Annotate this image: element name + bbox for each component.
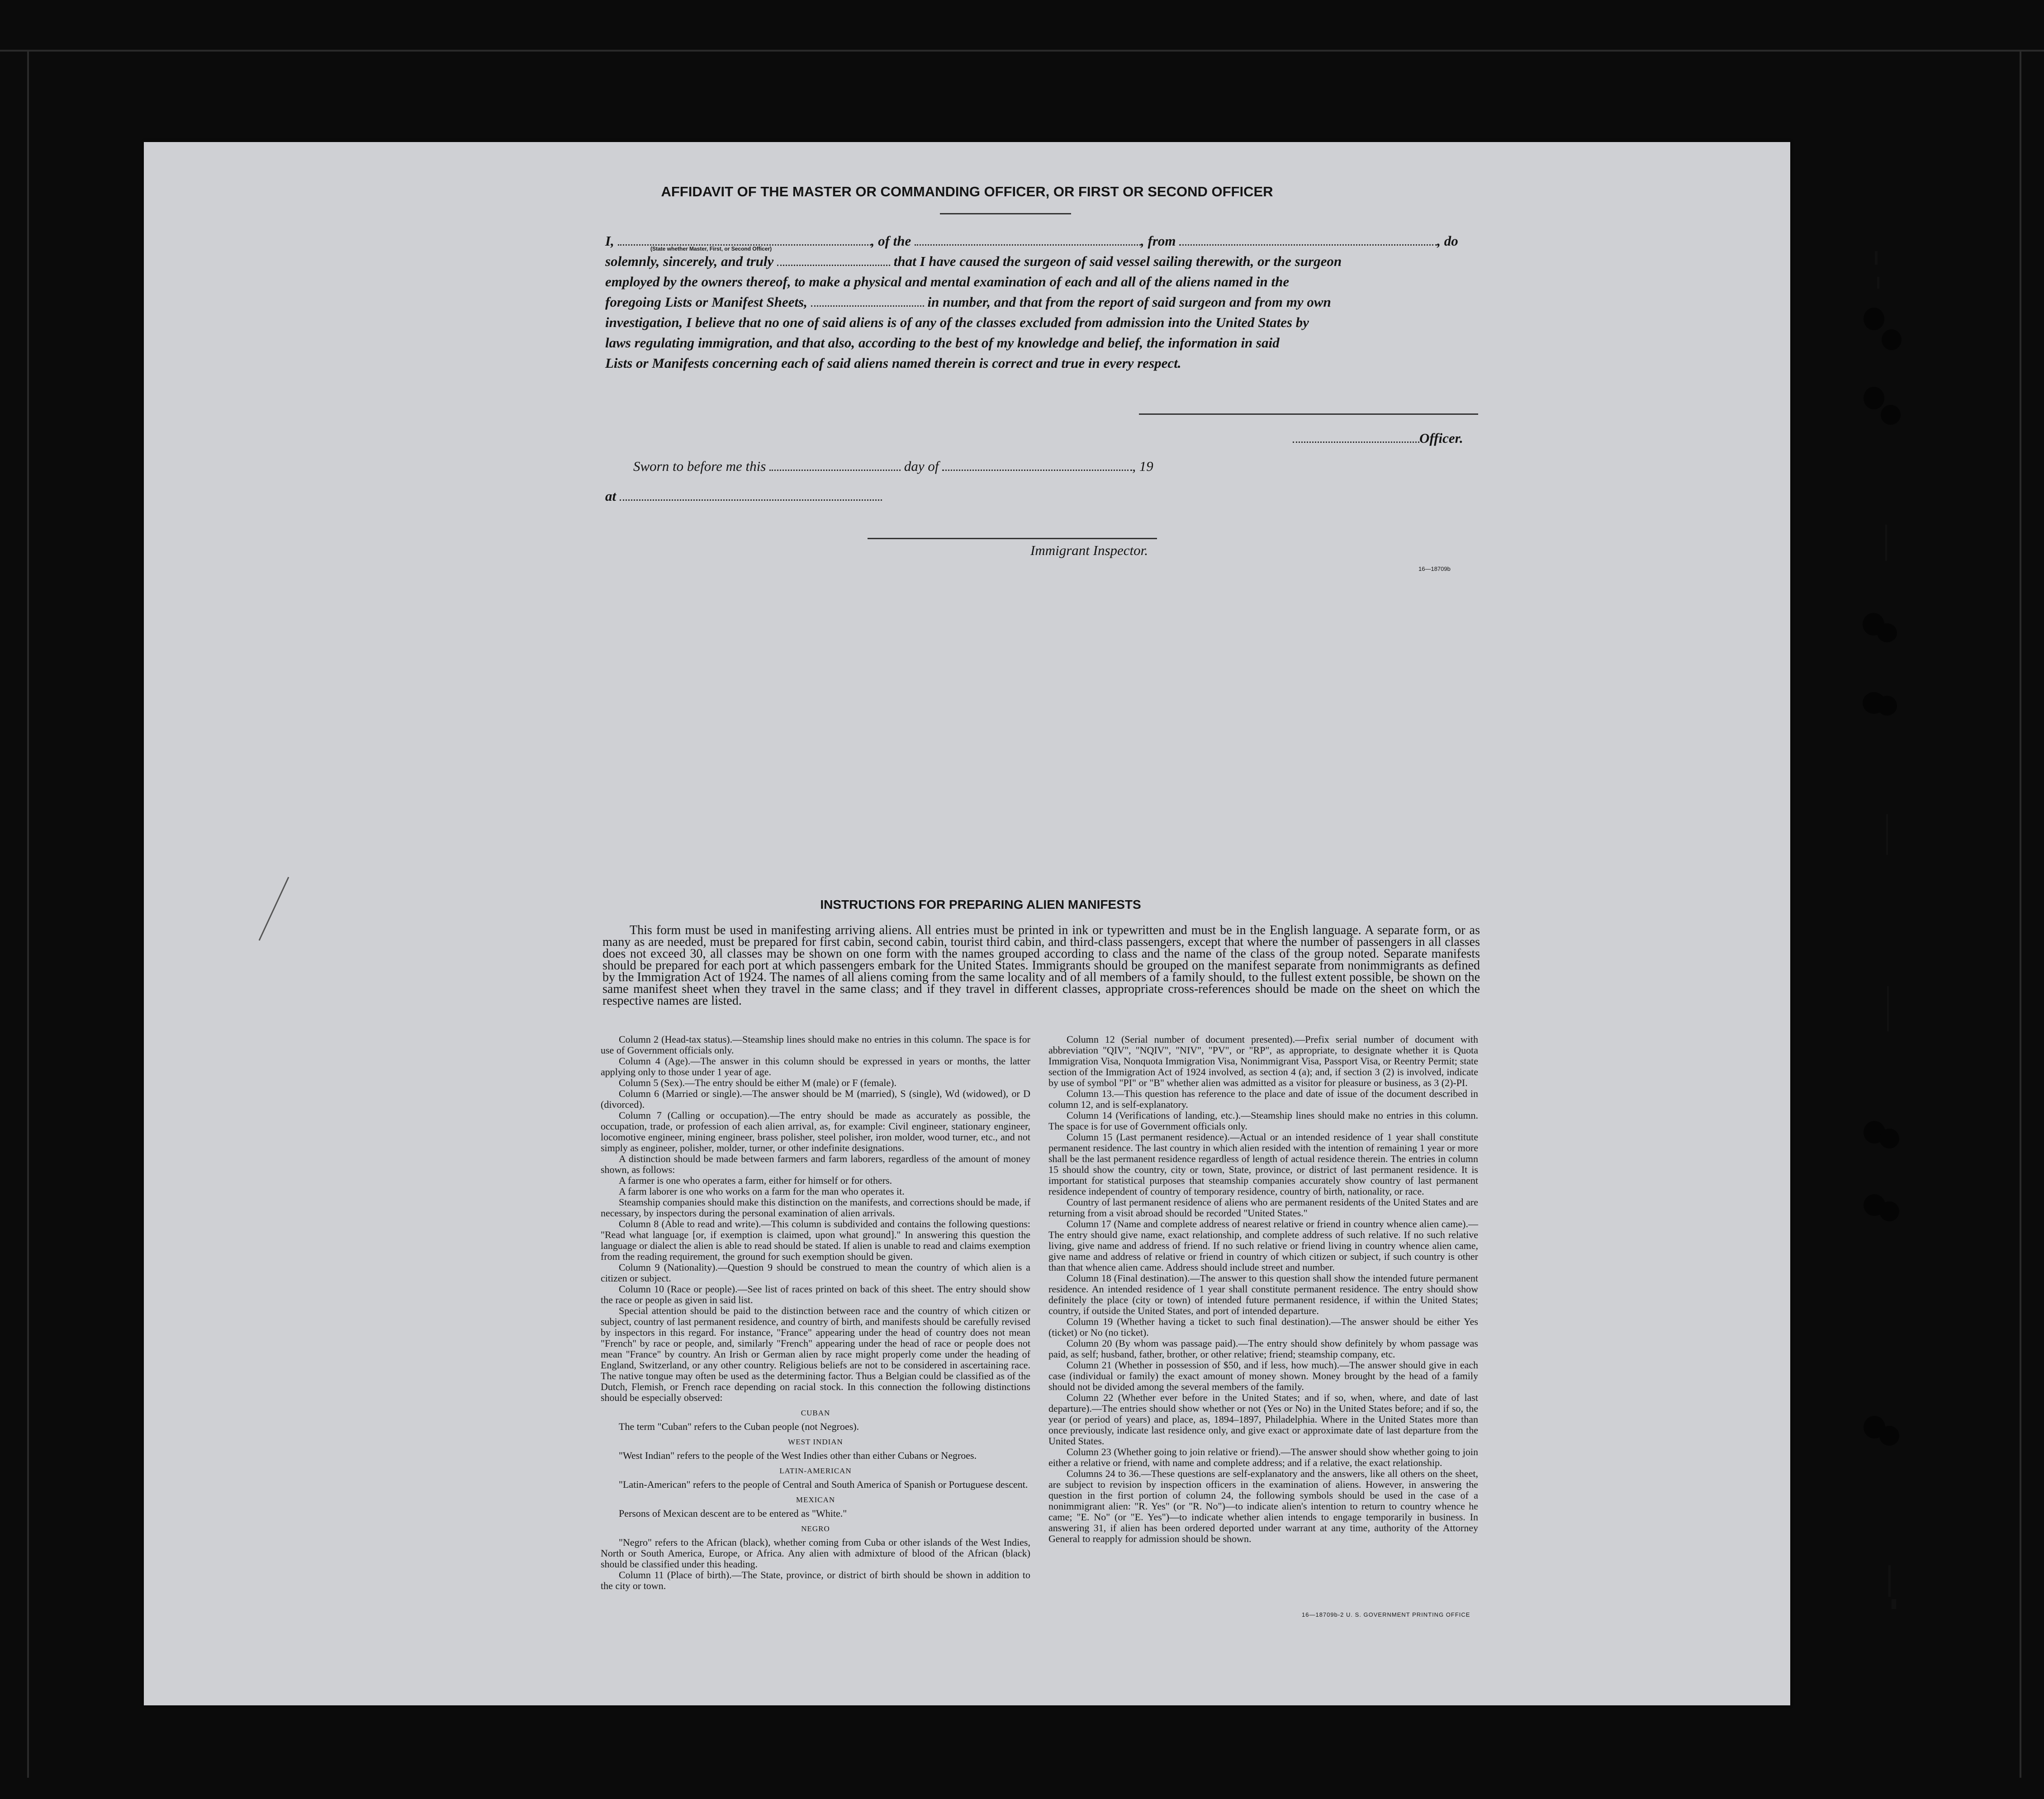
- west-indian-heading: WEST INDIAN: [788, 1438, 843, 1446]
- margin-mark: [1885, 525, 1887, 561]
- affidavit-body: [605, 231, 1618, 373]
- instructions-title: INSTRUCTIONS FOR PREPARING ALIEN MANIFESTS: [820, 897, 1141, 911]
- left-para: A farm laborer is one who works on a farm for the man who operates it.: [619, 1186, 905, 1197]
- sworn-day-field[interactable]: [769, 456, 901, 471]
- affidavit-line-2: solemnly, sincerely, and truly that I have caused the surgeon of said vessel sailing therewith, or the surgeon: [605, 251, 1618, 271]
- instructions-left-column: [601, 1034, 1030, 1591]
- negro-heading: NEGRO: [801, 1524, 830, 1533]
- mexican-text: Persons of Mexican descent are to be entered as "White.": [619, 1508, 847, 1519]
- right-para: Column 21 (Whether in possession of $50, and if less, how much).—The answer should give in each case (individual or family) the exact amount of money shown. Money brought by the head of a family should not be divided among the several members of the family.: [1048, 1359, 1478, 1392]
- pencil-mark: [257, 875, 293, 943]
- binder-hole: [1877, 696, 1897, 716]
- right-para: Column 17 (Name and complete address of nearest relative or friend in country whence alien came).—The entry should give name, exact relationship, and complete address of such relative. If no such relative living, give name and address of friend. If no such relative or friend living in country whence alien came, give name and address of relative or friend in country of which citizen or subject, if such country is other than that whence alien came. Address should include street and number.: [1048, 1218, 1478, 1273]
- latin-american-heading: LATIN-AMERICAN: [779, 1467, 852, 1475]
- affidavit-line-5: investigation, I believe that no one of said aliens is of any of the classes excluded from admission into the United States by: [605, 314, 1309, 330]
- binder-hole: [1882, 329, 1902, 350]
- inspector-label: Immigrant Inspector.: [1030, 542, 1148, 558]
- affidavit-line-1: I, , of the , from , do (State whether Master, First, or Second Officer): [605, 231, 1618, 251]
- instructions-right-column: [1048, 1034, 1478, 1544]
- sworn-row: Sworn to before me this day of , 19: [633, 456, 1153, 476]
- left-para: Column 6 (Married or single).—The answer should be M (married), S (single), Wd (widowed), or D (divorced).: [601, 1088, 1030, 1110]
- binder-hole: [1881, 405, 1901, 425]
- margin-mark: [1877, 277, 1879, 289]
- left-para: Column 7 (Calling or occupation).—The entry should be made as accurately as possible, the occupation, trade, or profession of each alien arrival, as, for example: Civil engineer, stationary engineer, locomotive engineer, mining engineer, brass polisher, steel polisher, iron molder, wood turner, etc., and not simply as engineer, polisher, molder, turner, or other indefinite designations.: [601, 1110, 1030, 1153]
- right-para: Country of last permanent residence of aliens who are permanent residents of the United States and are returning from a visit abroad should be recorded "United States.": [1048, 1196, 1478, 1219]
- binder-hole: [1864, 387, 1884, 409]
- right-para: Column 19 (Whether having a ticket to such final destination).—The answer should be either Yes (ticket) or No (no ticket).: [1048, 1316, 1478, 1338]
- sworn-month-field[interactable]: [942, 456, 1132, 471]
- affidavit-line-7: Lists or Manifests concerning each of said aliens named therein is correct and true in every respect.: [605, 355, 1181, 371]
- left-para: Column 5 (Sex).—The entry should be either M (male) or F (female).: [619, 1077, 897, 1088]
- right-para: Columns 24 to 36.—These questions are self-explanatory and the answers, like all others on the sheet, are subject to revision by inspection officers in the examination of aliens. However, in answering the question in the first portion of column 24, the following symbols should be used in the case of a nonimmigrant alien: "R. Yes" (or "R. No")—to indicate alien's intention to return to country whence he came; "E. No" (or "E. Yes")—to indicate whether alien intends to engage temporarily in business. In answering 31, if alien has been ordered deported under warrant at any time, authority of the Attorney General to reapply for admission should be shown.: [1048, 1468, 1478, 1544]
- margin-mark: [1888, 1565, 1891, 1597]
- cuban-heading: CUBAN: [801, 1409, 830, 1417]
- mexican-heading: MEXICAN: [796, 1495, 835, 1504]
- latin-american-text: "Latin-American" refers to the people of Central and South America of Spanish or Portuguese descent.: [619, 1479, 1028, 1490]
- right-para: Column 23 (Whether going to join relative or friend).—The answer should show whether going to join either a relative or friend, with name and complete address; and if a relative, the exact relationship.: [1048, 1446, 1478, 1468]
- film-edge-right: [2020, 50, 2021, 1778]
- affidavit-line-4: foregoing Lists or Manifest Sheets, in number, and that from the report of said surgeon and from my own: [605, 292, 1618, 312]
- margin-mark: [1887, 986, 1889, 1031]
- affidavit-title: AFFIDAVIT OF THE MASTER OR COMMANDING OFFICER, OR FIRST OR SECOND OFFICER: [661, 184, 1273, 199]
- binder-hole: [1879, 1129, 1899, 1149]
- negro-text: "Negro" refers to the African (black), whether coming from Cuba or other islands of the West Indies, North or South America, Europe, or Africa. Any alien with admixture of blood of the African (black) should be classified under this heading.: [601, 1537, 1030, 1570]
- right-para: Column 20 (By whom was passage paid).—The entry should show definitely by whom passage was paid, as self; husband, father, brother, or other relative; friend; steamship company, etc.: [1048, 1338, 1478, 1360]
- vessel-name-field[interactable]: [915, 231, 1141, 246]
- at-row: at: [605, 486, 882, 506]
- officer-label-row: Officer.: [1293, 428, 1463, 448]
- left-para: Column 4 (Age).—The answer in this column should be expressed in years or months, the latter applying only to those under 1 year of age.: [601, 1055, 1030, 1078]
- binder-hole: [1877, 623, 1897, 642]
- binder-hole: [1864, 308, 1884, 330]
- officer-signature-field[interactable]: [1293, 428, 1419, 443]
- affidavit-form-number: 16—18709b: [1418, 565, 1451, 572]
- left-para: A distinction should be made between farmers and farm laborers, regardless of the amount of money shown, as follows:: [601, 1153, 1030, 1175]
- left-para: Column 10 (Race or people).—See list of races printed on back of this sheet. The entry should show the race or people as given in said list.: [601, 1283, 1030, 1305]
- left-para: Steamship companies should make this distinction on the manifests, and corrections should be made, if necessary, by inspectors during the personal examination of alien arrivals.: [601, 1196, 1030, 1219]
- right-para: Column 22 (Whether ever before in the United States; and if so, when, where, and date of last departure).—The entries should show whether or not (Yes or No) in the United States before; and if so, the year (or period of years) and place, as, 1894–1897, Philadelphia. Where in the United States more than once previously, indicate last residence only, and give exact or approximate date of last departure from the United States.: [1048, 1392, 1478, 1447]
- right-para: Column 14 (Verifications of landing, etc.).—Steamship lines should make no entries in this column. The space is for use of Government officials only.: [1048, 1110, 1478, 1132]
- instructions-footer: 16—18709b-2 U. S. GOVERNMENT PRINTING OFFICE: [1302, 1611, 1470, 1618]
- film-edge-top: [0, 50, 2044, 52]
- film-edge-left: [27, 50, 29, 1778]
- cuban-text: The term "Cuban" refers to the Cuban people (not Negroes).: [619, 1421, 859, 1432]
- sworn-place-field[interactable]: [620, 486, 882, 501]
- left-para: Column 2 (Head-tax status).—Steamship lines should make no entries in this column. The space is for use of Government officials only.: [601, 1034, 1030, 1056]
- document-page: [144, 142, 1790, 1705]
- right-para: Column 12 (Serial number of document presented).—Prefix serial number of document with abbreviation "QIV", "NQIV", "NIV", "PV", or "RP", as appropriate, to designate whether it is Quota Immigration Visa, Nonquota Immigration Visa, Nonimmigrant Visa, Passport Visa, or Reentry Permit; state section of the Immigration Act of 1924 involved, as section 4 (a); and, if section 3 (2) is involved, indicate by use of symbol "PI" or "B" whether alien was admitted as a visitor for pleasure or business, as 3 (2)-PI.: [1048, 1034, 1478, 1088]
- officer-signature-line: [1139, 413, 1478, 415]
- margin-mark: [1892, 1599, 1896, 1609]
- affidavit-line-3: employed by the owners thereof, to make a physical and mental examination of each and all of the aliens named in the: [605, 274, 1290, 290]
- right-para: Column 13.—This question has reference to the place and date of issue of the document described in column 12, and is self-explanatory.: [1048, 1088, 1478, 1110]
- title-underline: [940, 213, 1071, 214]
- margin-mark: [1875, 251, 1878, 265]
- inspector-signature-line: [868, 538, 1157, 539]
- left-para: Column 8 (Able to read and write).—This column is subdivided and contains the following questions: "Read what language [or, if exemption is claimed, upon what ground]." In answering this question the language or dialect the alien is able to read should be stated. If alien is unable to read and claims exemption from the reading requirement, the ground for such exemption should be given.: [601, 1218, 1030, 1262]
- affidavit-line-6: laws regulating immigration, and that also, according to the best of my knowledge and belief, the information in said: [605, 335, 1280, 351]
- port-field[interactable]: [1179, 231, 1437, 246]
- margin-mark: [1886, 814, 1888, 855]
- instructions-intro: This form must be used in manifesting arriving aliens. All entries must be printed in ink or typewritten and must be in the English language. A separate form, or as many as are needed, must be prepared for first cabin, second cabin, tourist third cabin, and third-class passengers, except that where the number of passengers in all classes does not exceed 30, all classes may be shown on one form with the names grouped according to class and the name of the class of the group noted. Separate manifests should be prepared for each port at which passengers embark for the United States. Immigrants should be grouped on the manifest separate from nonimmigrants as defined by the Immigration Act of 1924. The names of all aliens coming from the same locality and of all members of a family should, to the fullest extent possible, be shown on the same manifest sheet when they travel in the same class; and if they travel in different classes, appropriate cross-references should be made on the sheet on which the respective names are listed.: [602, 923, 1480, 1008]
- left-para: Column 9 (Nationality).—Question 9 should be construed to mean the country of which alien is a citizen or subject.: [601, 1262, 1030, 1284]
- rank-note: (State whether Master, First, or Second Officer): [650, 246, 772, 252]
- west-indian-text: "West Indian" refers to the people of the West Indies other than either Cubans or Negroes.: [619, 1450, 977, 1461]
- right-para: Column 15 (Last permanent residence).—Actual or an intended residence of 1 year shall constitute permanent residence. The last country in which alien resided with the intention of remaining 1 year or more shall be the last permanent residence regardless of length of actual residence therein. The entries in column 15 should show the country, city or town, State, province, or district of last permanent residence. It is important for statistical purposes that steamship companies accurately show country of last permanent residence independent of country of temporary residence, country of birth, nationality, or race.: [1048, 1131, 1478, 1197]
- left-para: A farmer is one who operates a farm, either for himself or for others.: [619, 1175, 892, 1186]
- sheet-count-field[interactable]: [811, 292, 924, 307]
- officer-rank-field[interactable]: [618, 231, 871, 246]
- left-para: Special attention should be paid to the distinction between race and the country of which citizen or subject, country of last permanent residence, and country of birth, and manifests should be carefully revised by inspectors in this regard. For instance, "France" appearing under the head of country does not mean "French" by race or people, and, similarly "French" appearing under the head of race or people does not mean "France" by country. An Irish or German alien by race might properly come under the heading of England, Switzerland, or any other country. Religious beliefs are not to be considered in ascertaining race. The native tongue may often be used as the determining factor. Thus a Belgian could be classified as of the Dutch, Flemish, or French race depending on racial stock. In this connection the following distinctions should be especially observed:: [601, 1305, 1030, 1403]
- binder-hole: [1879, 1201, 1899, 1221]
- binder-hole: [1879, 1426, 1899, 1446]
- column-11-text: Column 11 (Place of birth).—The State, province, or district of birth should be shown in addition to the city or town.: [601, 1569, 1030, 1591]
- swear-or-affirm-field[interactable]: [777, 251, 890, 266]
- right-para: Column 18 (Final destination).—The answer to this question shall show the intended future permanent residence. An intended residence of 1 year shall constitute permanent residence. The entry should show definitely the place (city or town) of intended future permanent residence, if within the United States; country, if outside the United States, and port of intended departure.: [1048, 1272, 1478, 1316]
